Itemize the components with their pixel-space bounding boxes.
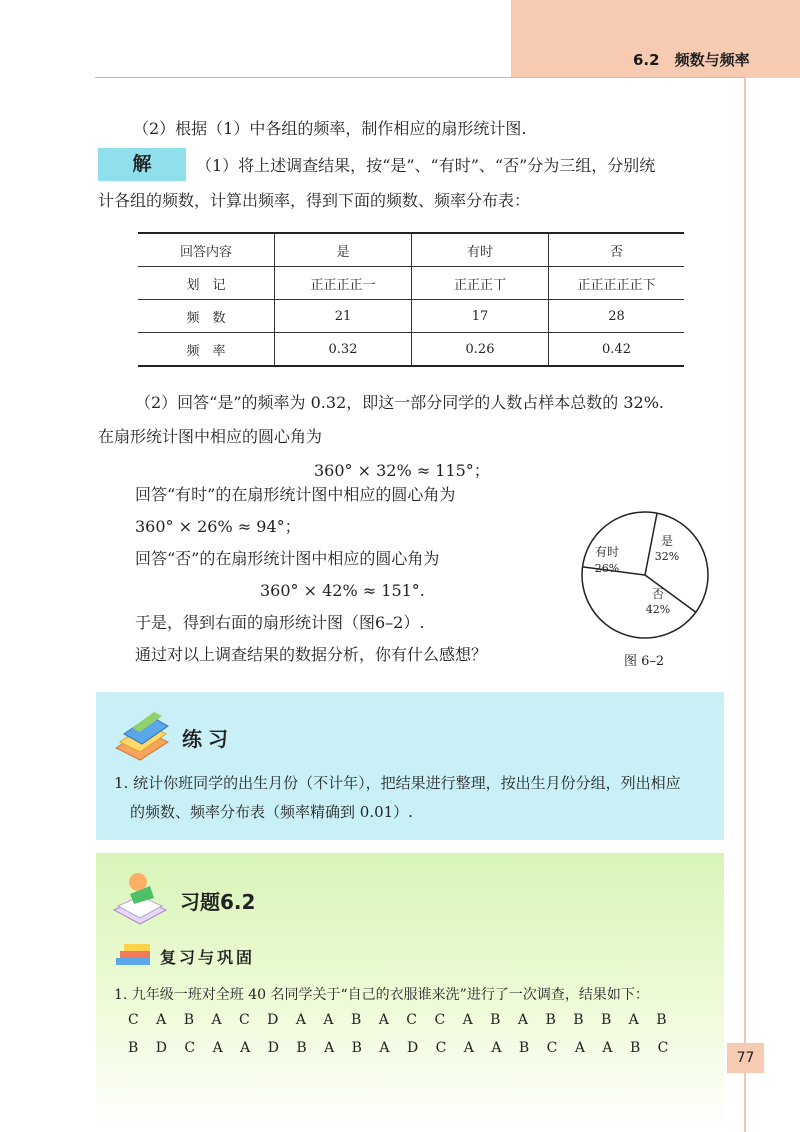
pie-label-yes: 是: [660, 534, 674, 548]
exercises-title: 习题6.2: [180, 890, 256, 914]
table-row-relative-frequency: [138, 333, 684, 367]
table-header-cell: 是: [275, 233, 412, 267]
table-cell: 正正正丅: [412, 267, 549, 300]
reflection-question: 通过对以上调查结果的数据分析，你有什么感想？: [135, 645, 488, 664]
conclusion-line: 于是，得到右面的扇形统计图（图6–2）.: [135, 613, 425, 632]
table-header-cell: 否: [549, 233, 685, 267]
pie-value-yes: 32%: [654, 550, 680, 563]
solution-label: 解: [98, 148, 186, 181]
review-section-title: 复习与巩固: [160, 948, 256, 967]
practice-title: 练习: [182, 727, 234, 751]
pie-label-sometimes: 有时: [594, 545, 620, 559]
table-cell: 21: [275, 300, 412, 333]
line-no: 回答“否”的在扇形统计图中相应的圆心角为: [135, 549, 440, 568]
table-cell: 0.32: [275, 333, 412, 367]
table-row-tally: [138, 267, 684, 300]
table-cell: 正正正正正下: [549, 267, 685, 300]
solution-part2-line1: （2）回答“是”的频率为 0.32，即这一部分同学的人数占样本总数的 32%.: [135, 393, 664, 412]
section-title: 6.2 频数与频率: [633, 51, 750, 69]
pie-value-no: 42%: [645, 603, 671, 616]
practice-q1-line2: 的频数、频率分布表（频率精确到 0.01）.: [130, 803, 413, 821]
review-books-icon: [112, 942, 156, 968]
margin-divider: [744, 77, 746, 1132]
table-cell: 频 数: [138, 300, 275, 333]
header-divider: [95, 77, 745, 78]
calc-yes: 360° × 32% ≈ 115°；: [314, 461, 490, 480]
page-number: 77: [727, 1043, 764, 1073]
pie-chart: [575, 505, 715, 645]
figure-caption: 图 6–2: [624, 654, 665, 669]
table-cell: 正正正正一: [275, 267, 412, 300]
table-cell: 17: [412, 300, 549, 333]
line-sometimes: 回答“有时”的在扇形统计图中相应的圆心角为: [135, 485, 456, 504]
frequency-table: [138, 232, 684, 367]
table-header-cell: 回答内容: [138, 233, 275, 267]
pie-value-sometimes: 26%: [594, 562, 620, 575]
exercise-q1: 1. 九年级一班对全班 40 名同学关于“自己的衣服谁来洗”进行了一次调查，结果如下：: [114, 987, 649, 1003]
table-cell: 28: [549, 300, 685, 333]
table-header-cell: 有时: [412, 233, 549, 267]
table-row-frequency: [138, 300, 684, 333]
solution-part2-line2: 在扇形统计图中相应的圆心角为: [98, 427, 323, 446]
books-icon: [110, 708, 172, 762]
solution-part1-line2: 计各组的频数，计算出频率，得到下面的频数、频率分布表：: [98, 191, 531, 210]
table-cell: 划 记: [138, 267, 275, 300]
solution-part1-line1: （1）将上述调查结果，按“是”、“有时”、“否”分为三组，分别统: [196, 156, 656, 175]
survey-results-row2: B D C A A D B A B A D C A A B C A A B C: [128, 1040, 670, 1056]
survey-results-row1: C A B A C D A A B A C C A B A B B B A B: [128, 1012, 668, 1028]
table-cell: 0.42: [549, 333, 685, 367]
practice-q1-line1: 1. 统计你班同学的出生月份（不计年），把结果进行整理，按出生月份分组，列出相应: [114, 774, 681, 792]
calc-no: 360° × 42% ≈ 151°.: [260, 581, 425, 600]
table-header-row: [138, 233, 684, 267]
table-cell: 0.26: [412, 333, 549, 367]
question-2-task: （2）根据（1）中各组的频率，制作相应的扇形统计图.: [133, 119, 527, 138]
table-cell: 频 率: [138, 333, 275, 367]
notebook-icon: [110, 868, 170, 926]
calc-sometimes: 360° × 26% ≈ 94°；: [135, 517, 301, 536]
pie-label-no: 否: [651, 587, 665, 601]
